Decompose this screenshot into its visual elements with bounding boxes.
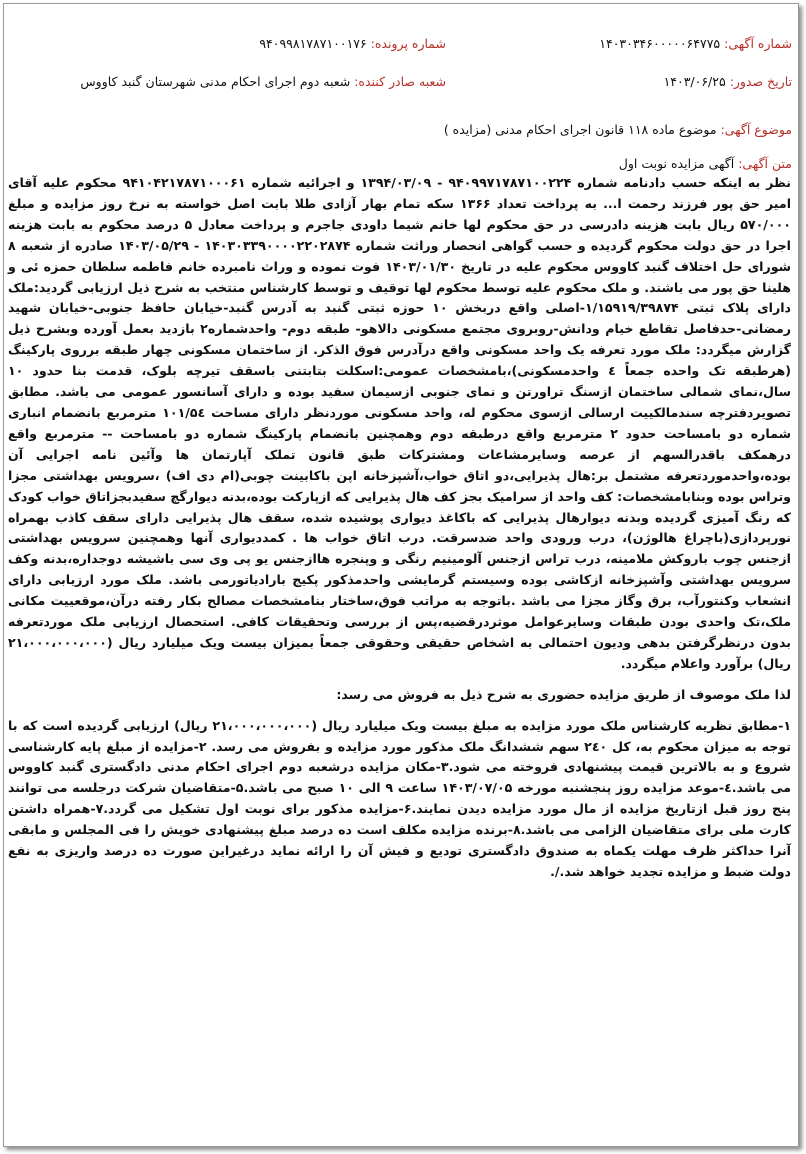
- subject-label: موضوع آگهی:: [720, 122, 792, 137]
- issuer-label: شعبه صادر کننده:: [354, 74, 446, 89]
- case-number-label: شماره پرونده:: [370, 36, 446, 51]
- issue-date-field: [664, 74, 792, 89]
- notice-text-field: [619, 156, 792, 171]
- issue-date-label: تاریخ صدور:: [729, 74, 792, 89]
- notice-number-field: [599, 36, 792, 51]
- body-paragraph-conditions: ۱-مطابق نظریه کارشناس ملک مورد مزایده به مبلغ بیست ویک میلیارد ریال (۲۱،۰۰۰،۰۰۰،۰۰۰ ریال) ارزیابی گردیده است که با توجه به میزان محکوم به، کل ۲٤۰ سهم ششدانگ ملک مذکور مورد مزایده و بفروش می رسد. ۲-مزایده از مبلغ پایه کارشناسی شروع و به بالاترین قیمت پیشنهادی فروخته می شود.۳-مکان مزایده درشعبه دوم اجرای احکام مدنی دادگستری گنبد کاووس می باشد.٤-موعد مزایده روز پنجشنبه مورخه ۱۴۰۳/۰۷/۰۵ ساعت ۹ الی ۱۰ صبح می باشد.۵-متقاضیان شرکت درجلسه می توانند پنج روز قبل ازتاریخ مزایده از مال مورد مزایده دیدن نمایند.۶-مزایده مذکور برای نوبت اول تشکیل می گردد.۷-همراه داشتن کارت ملی برای متقاضیان الزامی می باشد.۸-برنده مزایده مکلف است ده درصد مبلغ پیشنهادی خویش را فی المجلس و مابقی آنرا حداکثر ظرف مهلت یکماه به صندوق دادگستری تودیع و فیش آن را ارائه نماید درغیراین صورت ده درصد واریزی به نفع دولت ضبط و مزایده تجدید خواهد شد./.: [8, 717, 791, 879]
- issuer-value: شعبه دوم اجرای احکام مدنی شهرستان گنبد کاووس: [80, 74, 351, 89]
- notice-body: [8, 173, 791, 883]
- subject-field: [444, 122, 792, 137]
- subject-value: موضوع ماده ۱۱۸ قانون اجرای احکام مدنی (مزایده ): [443, 122, 717, 137]
- notice-text-value: آگهی مزایده نوبت اول: [618, 156, 735, 171]
- case-number-value: ۹۴۰۹۹۸۱۷۸۷۱۰۰۱۷۶: [259, 36, 367, 51]
- body-paragraph-intro: لذا ملک موصوف از طریق مزایده حضوری به شرح ذیل به فروش می رسد:: [336, 686, 791, 702]
- notice-number-value: ۱۴۰۳۰۳۴۶۰۰۰۰۰۶۴۷۷۵: [599, 36, 721, 51]
- notice-text-label: متن آگهی:: [738, 156, 792, 171]
- notice-number-label: شماره آگهی:: [724, 36, 792, 51]
- body-paragraph-assessment: نظر به اینکه حسب دادنامه شماره ۹۴۰۹۹۷۱۷۸۷۱۰۰۲۲۴ - ۱۳۹۴/۰۳/۰۹ و اجرائیه شماره ۹۴۱۰۴۲۱۷۸۷۱۰۰۰۶۱ محکوم علیه آقای امیر حق پور فرزند رحمت ا... به پرداخت تعداد ۱۳۶۶ سکه تمام بهار آزادی طلا بابت اصل خواسته به نرخ روز مزایده و مبلغ ۵۷۰/۰۰۰ ریال بابت هزینه دادرسی در حق محکوم لها خانم شیما داودی جاجرم و پرداخت معادل ۵ درصد محکوم به بابت هزینه اجرا در حق دولت محکوم گردیده و حسب گواهی انحصار وراثت شماره ۱۴۰۳۰۳۳۹۰۰۰۰۲۲۰۲۸۷۴ - ۱۴۰۳/۰۵/۲۹ صادره از شعبه ۸ شورای حل اختلاف گنبد کاووس محکوم علیه در تاریخ ۱۴۰۳/۰۱/۳۰ فوت نموده و وراث نامبرده خانم فاطمه سلطان حمزه ئی و هلینا حق پور می باشند. و ملک محکوم علیه توسط محکوم لها توقیف و توسط کارشناس منتخب به شرح ذیل ارزیابی گردید:ملک دارای پلاک ثبتی ۱/۱۵۹۱۹/۳۹۸۷۴-اصلی واقع دربخش ۱۰ حوزه ثبتی گنبد به آدرس گنبد-خیابان حافظ جنوبی-خیابان شهید رمضانی-حدفاصل تقاطع خیام ودانش-روبروی مجتمع مسکونی دالاهو- طبقه دوم- واحدشماره۲ بازدید بعمل آورده وبشرح ذیل گزارش میگردد: ملک مورد تعرفه یک واحد مسکونی واقع درآدرس فوق الذکر. از ساختمان مسکونی چهار طبقه برروی پارکینگ (هرطبقه تک واحده جمعاً ٤ واحدمسکونی)،بامشخصات عمومی:اسکلت بتابتنی باسقف تیرچه بلوک، قدمت بنا حدود ۱۰ سال،نمای شمالی ساختمان ازسنگ تراورتن و نمای جنوبی ازسیمان سفید بوده و دارای آسانسور عمومی می باشد. مطابق تصویردفترچه سندمالکییت ارسالی ازسوی محکوم له، واحد مسکونی موردنظر دارای مساحت ۱۰۱/۵٤ مترمربع بانضمام انباری شماره دو بامساحت حدود ۲ مترمربع واقع درطبقه دوم وهمچنین بانضمام پارکینگ شماره دو بامساحت -- مترمربع واقع درهمکف باقدرالسهم از عرصه وسایرمشاعات ومشترکات طبق قانون تملک آپارتمان ها وآئین نامه اجرایی آن بوده،واحدموردتعرفه مشتمل بر:هال پذیرایی،دو اتاق خواب،آشپزخانه اپن باکابینت چوبی(ام دی اف) ،سرویس بهداشتی مجزا وتراس بوده وبنابامشخصات: کف واحد از سرامیک بجز کف هال پذیرایی که ازپارکت بوده،بدنه دیوارگچ سفیدبجزاتاق خواب کودک که رنگ آمیزی گردیده وبدنه دیوارهال پذیرایی که باکاغذ دیواری پوشیده شده، سقف هال پذیرایی دارای سقف کاذب بهمراه نورپردازی(باچراغ هالوژن)، درب ورودی واحد ضدسرقت. درب اتاق خواب ها . کمددیواری آنها وهمچنین سرویس بهداشتی ازجنس چوب باروکش ملامینه، درب تراس ازجنس آلومینیم رنگی و وپنجره هاازجنس یو پی وی سی باشیشه دوجداره،بدنه وکف سرویس بهداشتی وآشپزخانه ازکاشی بوده وسیستم گرمایشی واحدمذکور پکیج بارادیاتورمی باشد. ملک مورد ارزیابی دارای انشعاب وکنتورآب، برق وگاز مجزا می باشد .باتوجه به مراتب فوق،ساختار بنامشخصات مصالح بکار رفته درآن،موقعییت مکانی ملک،تک واحدی بودن طبقات وسایرعوامل موثردرقضیه،پس از بررسی وتحقیقات کافی. استحصال ارزیابی ملک موردتعرفه بدون درنظرگرفتن بدهی ودیون احتمالی به اشخاص حقیقی وحقوقی جمعاً بمیزان بیست ویک میلیارد ریال (۲۱،۰۰۰،۰۰۰،۰۰۰ ریال) برآورد واعلام میگردد.: [8, 175, 792, 671]
- case-number-field: [259, 36, 446, 51]
- issue-date-value: ۱۴۰۳/۰۶/۲۵: [663, 74, 726, 89]
- issuer-field: [80, 74, 446, 89]
